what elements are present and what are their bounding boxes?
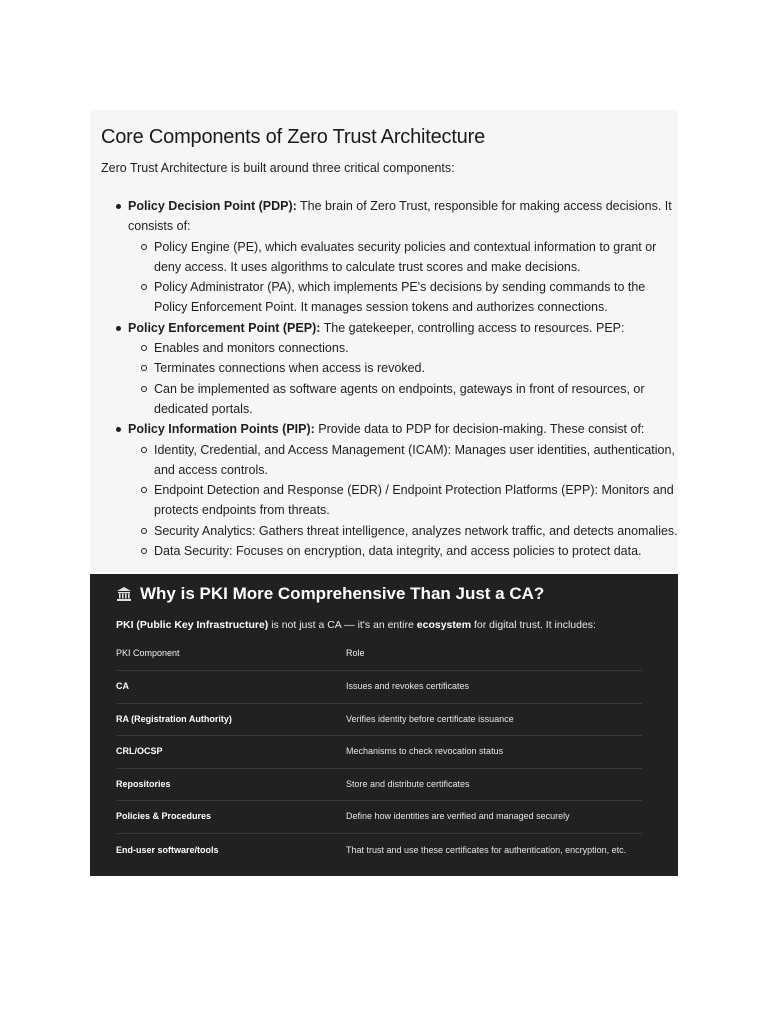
pki-section [90,574,678,876]
component-cell: Repositories [116,768,346,801]
component-cell: RA (Registration Authority) [116,703,346,736]
role-cell: Store and distribute certificates [346,768,642,801]
component-cell: CA [116,671,346,704]
table-row [116,736,642,769]
pdp-term: Policy Decision Point (PDP): [128,199,297,213]
zero-trust-title: Core Components of Zero Trust Architecture [101,126,485,148]
list-item: Policy Administrator (PA), which implements PE's decisions by sending commands to the Policy Enforcement Point. It manages session tokens and authorizes connections. [128,277,678,318]
pdp-sublist [128,237,678,318]
list-item: Terminates connections when access is revoked. [128,358,678,378]
column-header-role: Role [346,641,642,671]
pdp-description: The brain of Zero Trust, responsible for making access decisions. It consists of: [128,199,672,234]
pki-intro-mid: is not just a CA — it's an entire [268,619,417,631]
role-cell: Mechanisms to check revocation status [346,736,642,769]
table-row [116,833,642,873]
zero-trust-component-list [112,196,678,561]
role-cell: Issues and revokes certificates [346,671,642,704]
pki-intro-ecosystem: ecosystem [416,619,472,631]
zero-trust-section [90,110,678,572]
pep-sublist [128,338,678,419]
role-cell: Verifies identity before certificate issuance [346,703,642,736]
component-cell: Policies & Procedures [116,801,346,834]
list-item: Endpoint Detection and Response (EDR) / Endpoint Protection Platforms (EPP): Monitors and protects endpoints from threats. [128,480,678,521]
pep-description: The gatekeeper, controlling access to resources. PEP: [320,320,625,335]
zero-trust-intro: Zero Trust Architecture is built around three critical components: [101,161,455,175]
component-cell: CRL/OCSP [116,736,346,769]
pki-components-table [116,641,642,873]
role-cell: That trust and use these certificates for authentication, encryption, etc. [346,844,627,855]
component-cell: End-user software/tools [116,844,219,855]
list-item-pdp [112,196,678,318]
table-row [116,768,642,801]
role-cell: Define how identities are verified and managed securely [346,801,642,834]
table-row [116,703,642,736]
column-header-component: PKI Component [116,641,346,671]
list-item: Identity, Credential, and Access Management (ICAM): Manages user identities, authentication, and access controls. [128,440,678,481]
list-item-pep [112,318,678,419]
pki-intro [116,619,596,631]
bank-icon [116,586,132,602]
pki-title: Why is PKI More Comprehensive Than Just a CA? [140,584,545,603]
pki-intro-term: PKI (Public Key Infrastructure) [116,619,269,631]
pip-description: Provide data to PDP for decision-making. These consist of: [314,422,645,437]
table-header-row [116,641,642,671]
list-item: Security Analytics: Gathers threat intelligence, analyzes network traffic, and detects anomalies. [128,521,678,541]
list-item: Can be implemented as software agents on endpoints, gateways in front of resources, or dedicated portals. [128,379,678,420]
pki-intro-end: for digital trust. It includes: [471,619,596,631]
table-row [116,671,642,704]
list-item: Data Security: Focuses on encryption, data integrity, and access policies to protect data. [128,541,678,561]
list-item: Enables and monitors connections. [128,338,678,358]
pep-term: Policy Enforcement Point (PEP): [128,320,321,335]
pki-title-row [116,584,544,604]
pip-term: Policy Information Points (PIP): [128,422,315,437]
pip-sublist [128,440,678,562]
list-item-pip [112,419,678,561]
list-item: Policy Engine (PE), which evaluates security policies and contextual information to grant or deny access. It uses algorithms to calculate trust scores and make decisions. [128,237,678,278]
table-row [116,801,642,834]
